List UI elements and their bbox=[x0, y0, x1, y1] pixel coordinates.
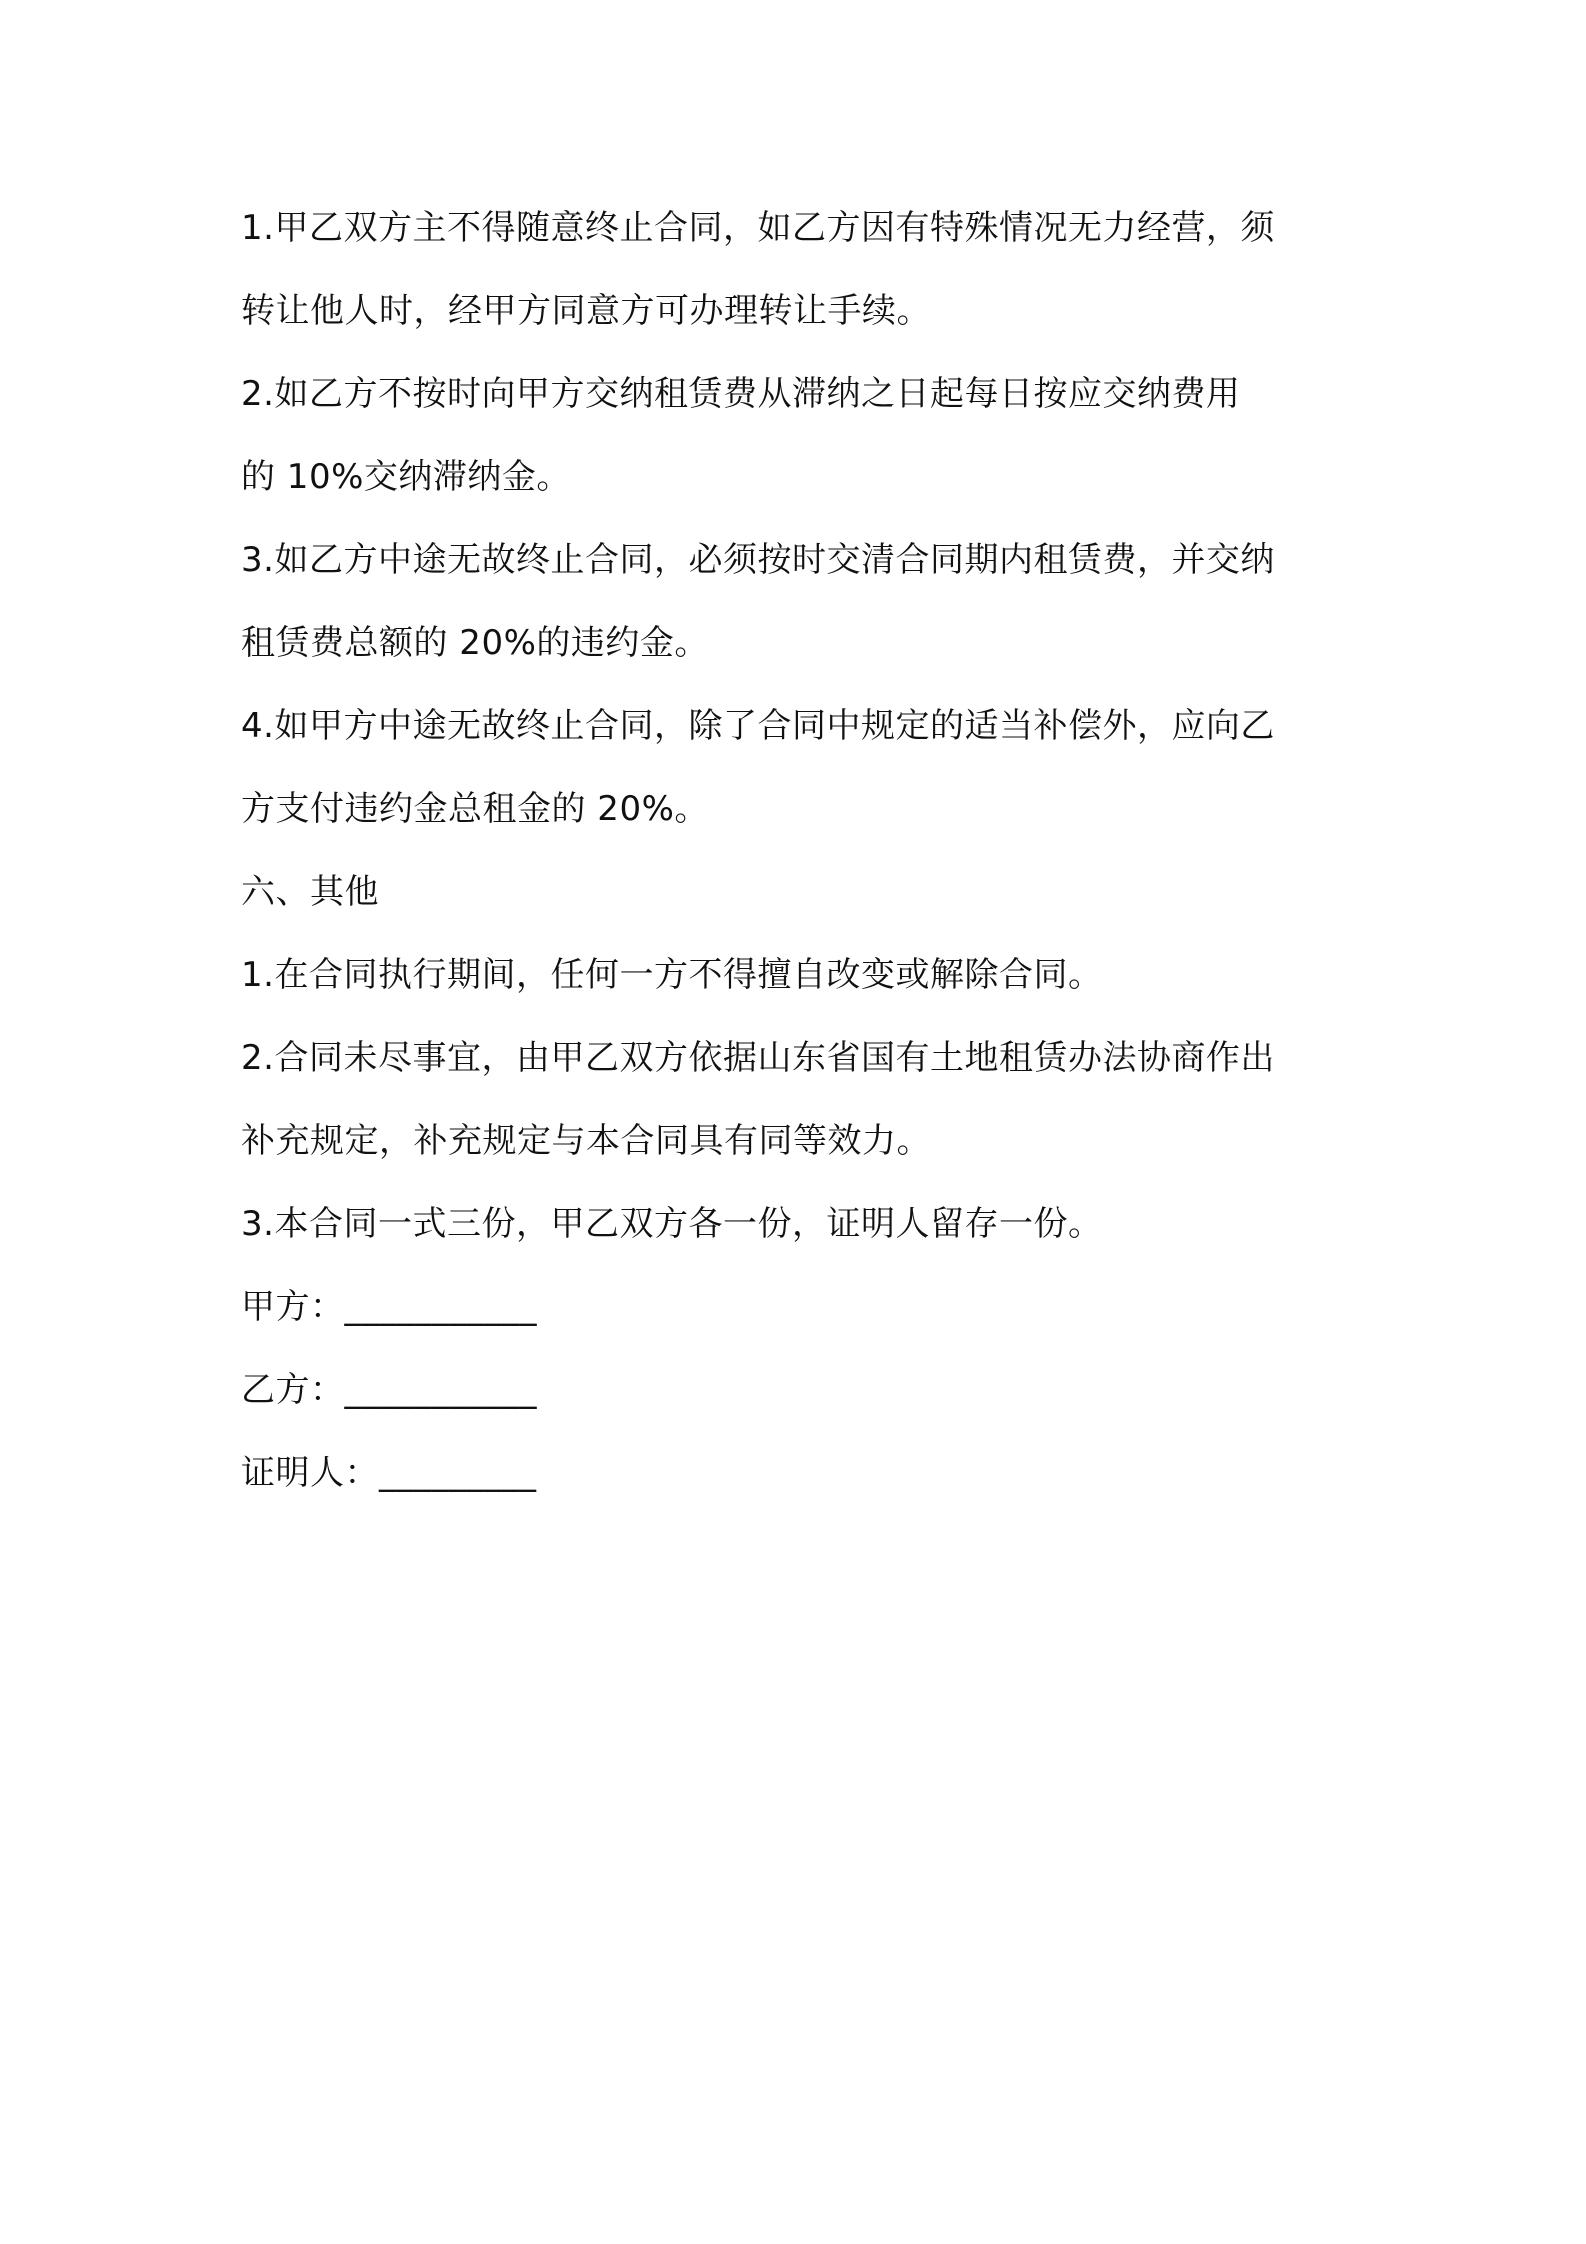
clause-6-2-line-2: 补充规定，补充规定与本合同具有同等效力。 bbox=[241, 1121, 931, 1161]
clause-5-3-line-2: 租赁费总额的 20%的违约金。 bbox=[241, 623, 709, 663]
clause-5-1-line-1: 1.甲乙双方主不得随意终止合同，如乙方因有特殊情况无力经营，须 bbox=[241, 208, 1275, 248]
clause-5-4-line-1: 4.如甲方中途无故终止合同，除了合同中规定的适当补偿外，应向乙 bbox=[241, 706, 1275, 746]
clause-6-3: 3.本合同一式三份，甲乙双方各一份，证明人留存一份。 bbox=[241, 1204, 1103, 1244]
clause-5-2-line-1: 2.如乙方不按时向甲方交纳租赁费从滞纳之日起每日按应交纳费用 bbox=[241, 374, 1241, 414]
clause-6-1: 1.在合同执行期间，任何一方不得擅自改变或解除合同。 bbox=[241, 955, 1103, 995]
clause-6-2-line-1: 2.合同未尽事宜，由甲乙双方依据山东省国有土地租赁办法协商作出 bbox=[241, 1038, 1275, 1078]
section-heading-other: 六、其他 bbox=[241, 872, 379, 912]
witness-signature-field: 证明人：_________ bbox=[241, 1453, 537, 1493]
clause-5-2-line-2: 的 10%交纳滞纳金。 bbox=[241, 457, 571, 497]
party-b-signature-field: 乙方：___________ bbox=[241, 1370, 537, 1410]
clause-5-4-line-2: 方支付违约金总租金的 20%。 bbox=[241, 789, 709, 829]
clause-5-3-line-1: 3.如乙方中途无故终止合同，必须按时交清合同期内租赁费，并交纳 bbox=[241, 540, 1275, 580]
party-a-signature-field: 甲方：___________ bbox=[241, 1287, 537, 1327]
clause-5-1-line-2: 转让他人时，经甲方同意方可办理转让手续。 bbox=[241, 291, 931, 331]
